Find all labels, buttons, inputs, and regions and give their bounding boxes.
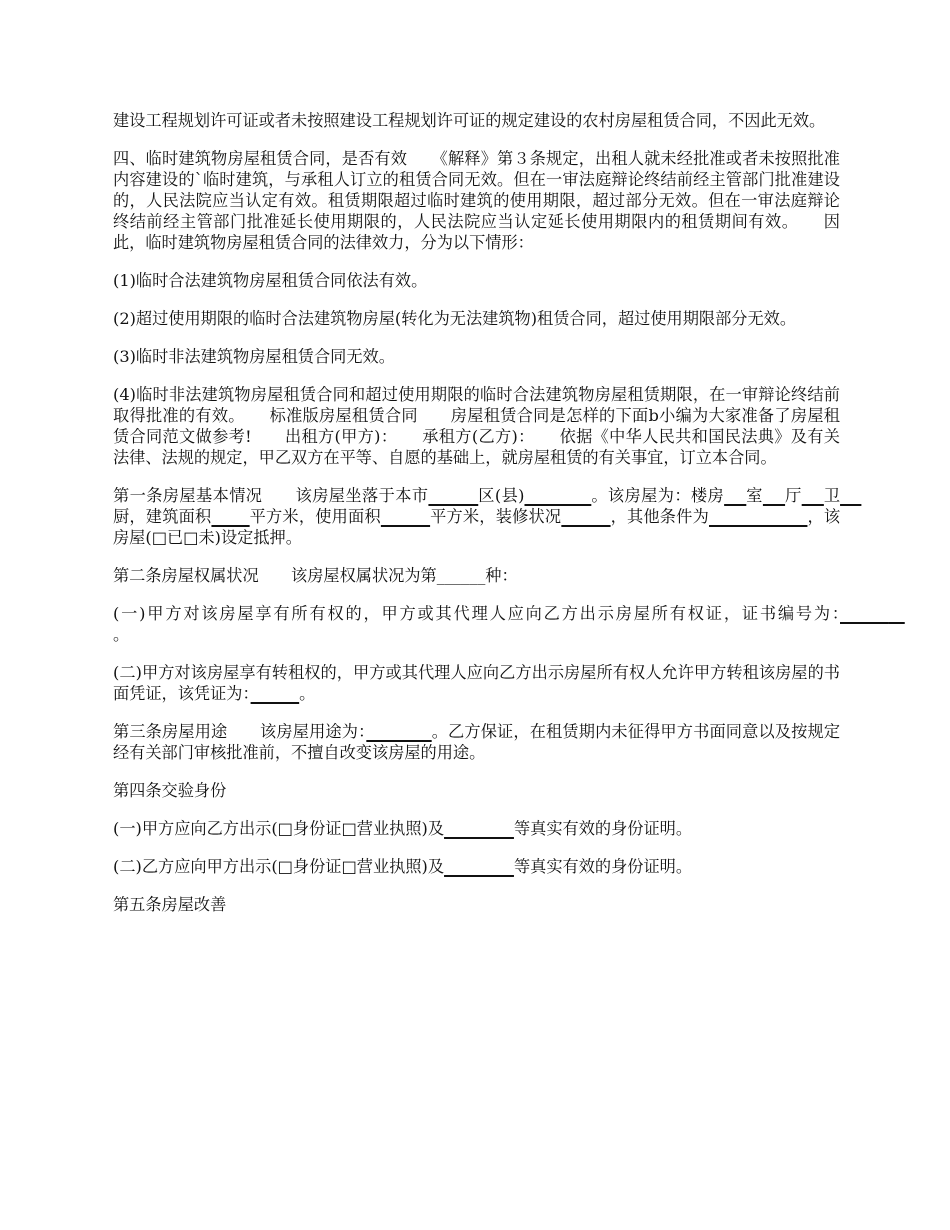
text-run: 卫 bbox=[823, 486, 841, 505]
text-run: (2)超过使用期限的临时合法建筑物房屋(转化为无法建筑物)租赁合同，超过使用期限部分无效。 bbox=[113, 309, 797, 328]
fill-in-blank bbox=[724, 486, 746, 505]
document-body bbox=[113, 110, 840, 932]
text-run: 。乙方保证，在租赁期内未征得甲方书面同意以及按规定经有关部门审核批准前，不擅自改变该房屋的用途。 bbox=[113, 722, 841, 762]
paragraph bbox=[113, 384, 840, 468]
text-run: 。 bbox=[299, 684, 316, 703]
paragraph bbox=[113, 603, 840, 645]
text-run: 第二条房屋权属状况 该房屋权属状况为第______种： bbox=[113, 566, 518, 585]
fill-in-blank bbox=[763, 486, 785, 505]
text-run: 第三条房屋用途 该房屋用途为： bbox=[113, 722, 367, 741]
text-run: ，其他条件为 bbox=[610, 507, 709, 526]
text-run: 等真实有效的身份证明。 bbox=[513, 819, 693, 838]
text-run: 第四条交验身份 bbox=[113, 781, 227, 800]
text-run: 第五条房屋改善 bbox=[113, 895, 227, 914]
fill-in-blank bbox=[444, 857, 514, 876]
fill-in-blank bbox=[251, 684, 300, 703]
fill-in-blank bbox=[381, 507, 430, 526]
fill-in-blank bbox=[211, 507, 249, 526]
paragraph bbox=[113, 346, 840, 367]
text-run: 平方米，装修状况 bbox=[430, 507, 562, 526]
text-run: (4)临时非法建筑物房屋租赁合同和超过使用期限的临时合法建筑物房屋租赁期限，在一审辩论终结前取得批准的有效。 标准版房屋租赁合同 房屋租赁合同是怎样的下面b小编为大家准备了房屋租赁合同范文做参考! 出租方(甲方)： 承租方(乙方)： 依据《中华人民共和国民法典》及有关法律、法规的规定，甲乙双方在平等、自愿的基础上，就房屋租赁的有关事宜，订立本合同。 bbox=[113, 385, 840, 467]
text-run: 四、临时建筑物房屋租赁合同，是否有效 《解释》第３条规定，出租人就未经批准或者未按照批准内容建设的`临时建筑，与承租人订立的租赁合同无效。但在一审法庭辩论终结前经主管部门批准建设的，人民法院应当认定有效。租赁期限超过临时建筑的使用期限，超过部分无效。但在一审法庭辩论终结前经主管部门批准延长使用期限的，人民法院应当认定延长使用期限内的租赁期间有效。 因此，临时建筑物房屋租赁合同的法律效力，分为以下情形： bbox=[113, 149, 840, 252]
text-run: 厅 bbox=[785, 486, 802, 505]
text-run: ，该房屋(□已□未)设定抵押。 bbox=[113, 507, 841, 547]
paragraph bbox=[113, 110, 840, 131]
fill-in-blank bbox=[802, 486, 824, 505]
text-run: 区(县) bbox=[478, 486, 525, 505]
text-run: 第一条房屋基本情况 该房屋坐落于本市 bbox=[113, 486, 429, 505]
fill-in-blank bbox=[366, 722, 431, 741]
text-run: (一)甲方应向乙方出示(□身份证□营业执照)及 bbox=[113, 819, 445, 838]
fill-in-blank bbox=[840, 486, 861, 505]
paragraph bbox=[113, 308, 840, 329]
text-run: 室 bbox=[746, 486, 763, 505]
fill-in-blank bbox=[561, 507, 610, 526]
paragraph bbox=[113, 818, 840, 839]
text-run: (二)乙方应向甲方出示(□身份证□营业执照)及 bbox=[113, 857, 445, 876]
fill-in-blank bbox=[840, 604, 905, 623]
paragraph bbox=[113, 565, 840, 586]
text-run: 厨，建筑面积 bbox=[113, 507, 212, 526]
paragraph bbox=[113, 270, 840, 291]
fill-in-blank bbox=[524, 486, 591, 505]
text-run: (1)临时合法建筑物房屋租赁合同依法有效。 bbox=[113, 271, 428, 290]
paragraph bbox=[113, 856, 840, 877]
paragraph bbox=[113, 148, 840, 253]
fill-in-blank bbox=[444, 819, 514, 838]
fill-in-blank bbox=[428, 486, 478, 505]
paragraph bbox=[113, 721, 840, 763]
paragraph bbox=[113, 485, 840, 548]
paragraph bbox=[113, 780, 840, 801]
text-run: (二)甲方对该房屋享有转租权的，甲方或其代理人应向乙方出示房屋所有权人允许甲方转租该房屋的书面凭证，该凭证为： bbox=[113, 663, 840, 703]
text-run: 建设工程规划许可证或者未按照建设工程规划许可证的规定建设的农村房屋租赁合同，不因此无效。 bbox=[113, 111, 826, 130]
paragraph bbox=[113, 662, 840, 704]
text-run: 。 bbox=[113, 625, 130, 644]
fill-in-blank bbox=[709, 507, 807, 526]
text-run: (一)甲方对该房屋享有所有权的，甲方或其代理人应向乙方出示房屋所有权证，证书编号为： bbox=[113, 604, 840, 623]
text-run: 。该房屋为：楼房 bbox=[591, 486, 725, 505]
paragraph bbox=[113, 894, 840, 915]
text-run: 等真实有效的身份证明。 bbox=[513, 857, 693, 876]
text-run: (3)临时非法建筑物房屋租赁合同无效。 bbox=[113, 347, 395, 366]
text-run: 平方米，使用面积 bbox=[249, 507, 381, 526]
